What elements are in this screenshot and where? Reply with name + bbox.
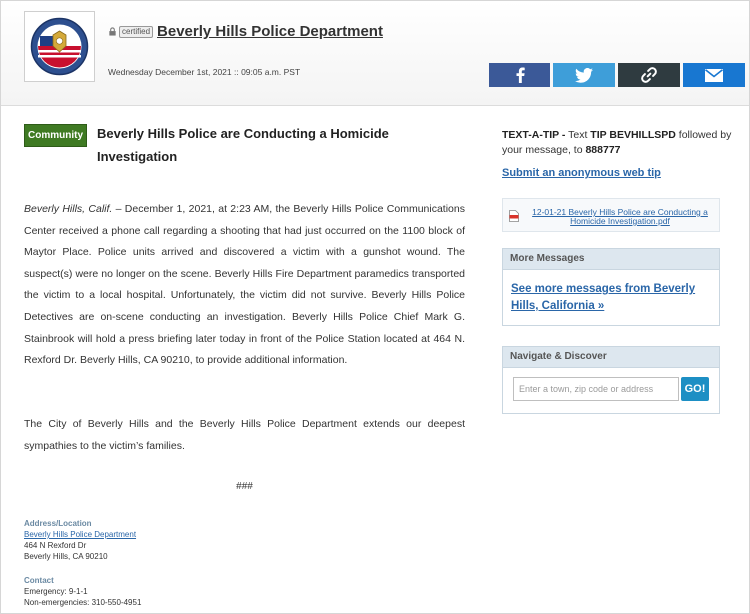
more-messages-header: More Messages [503, 249, 719, 270]
police-seal-icon [25, 12, 94, 81]
article-headline: Beverly Hills Police are Conducting a Homicide Investigation [97, 126, 389, 164]
end-mark: ### [236, 481, 253, 492]
article-paragraph-1 [24, 199, 465, 372]
address-name-link[interactable]: Beverly Hills Police Department [24, 530, 137, 539]
lead-place: Beverly Hills, Calif. [24, 203, 113, 215]
facebook-icon [514, 67, 526, 83]
go-button[interactable]: GO! [681, 377, 709, 401]
pdf-attachment-link[interactable]: 12-01-21 Beverly Hills Police are Conducting a Homicide Investigation.pdf [532, 207, 708, 226]
navigate-header: Navigate & Discover [503, 347, 719, 368]
tip-title: TEXT-A-TIP - [502, 129, 566, 141]
tip-text-1: Text [565, 129, 591, 141]
certified-badge [108, 26, 153, 38]
tip-number: 888777 [585, 144, 621, 156]
more-messages-link[interactable]: See more messages from Beverly Hills, California » [511, 283, 696, 312]
lock-icon [108, 27, 117, 36]
agency-logo[interactable] [24, 11, 95, 82]
contact-emergency: Emergency: 9-1-1 [24, 587, 88, 596]
more-messages-panel [502, 248, 720, 326]
certified-label: certified [119, 26, 153, 38]
pdf-attachment [502, 198, 720, 232]
share-twitter-button[interactable] [553, 63, 615, 87]
share-facebook-button[interactable] [489, 63, 550, 87]
contact-block [24, 575, 141, 608]
twitter-icon [575, 68, 593, 83]
org-title-link[interactable]: Beverly Hills Police Department [157, 23, 383, 40]
contact-label: Contact [24, 576, 54, 585]
category-badge[interactable]: Community [24, 124, 87, 147]
address-line-1: 464 N Rexford Dr [24, 541, 87, 550]
address-block [24, 518, 136, 562]
navigate-panel [502, 346, 720, 414]
page-header [1, 1, 749, 106]
address-label: Address/Location [24, 519, 92, 528]
tip-keyword: TIP BEVHILLSPD [590, 129, 676, 141]
pdf-file-icon [509, 210, 519, 222]
share-email-button[interactable] [683, 63, 745, 87]
title-row [108, 23, 383, 40]
text-a-tip [502, 128, 732, 158]
email-icon [705, 69, 723, 82]
link-icon [640, 66, 658, 84]
anonymous-tip-link[interactable]: Submit an anonymous web tip [502, 167, 661, 179]
publish-dateline: Wednesday December 1st, 2021 :: 09:05 a.m. PST [108, 67, 301, 77]
paragraph-1-text: – December 1, 2021, at 2:23 AM, the Beverly Hills Police Communications Center received a phone call regarding a shooting that had just occurred on the 1100 block of Maytor Place. Police units arrived and discovered a victim with a gunshot wound. The suspect(s) were no longer on the scene. Beverly Hills Fire Department paramedics transported the victim to a local hospital. Unfortunately, the victim did not survive. Beverly Hills Police Detectives are on-scene conducting an investigation. Beverly Hills Police Chief Mark G. Stainbrook will hold a press briefing later today in front of the Police Station located at 464 N. Rexford Dr. Beverly Hills, CA 90210, to provide additional information. [24, 203, 465, 367]
location-search-input[interactable] [513, 377, 679, 401]
share-link-button[interactable] [618, 63, 680, 87]
article-paragraph-2: The City of Beverly Hills and the Beverly Hills Police Department extends our deepest sympathies to the victim’s families. [24, 418, 465, 452]
tip-text-2: followed by your message, to [502, 129, 732, 156]
address-line-2: Beverly Hills, CA 90210 [24, 552, 108, 561]
contact-non-emergency: Non-emergencies: 310-550-4951 [24, 598, 142, 607]
